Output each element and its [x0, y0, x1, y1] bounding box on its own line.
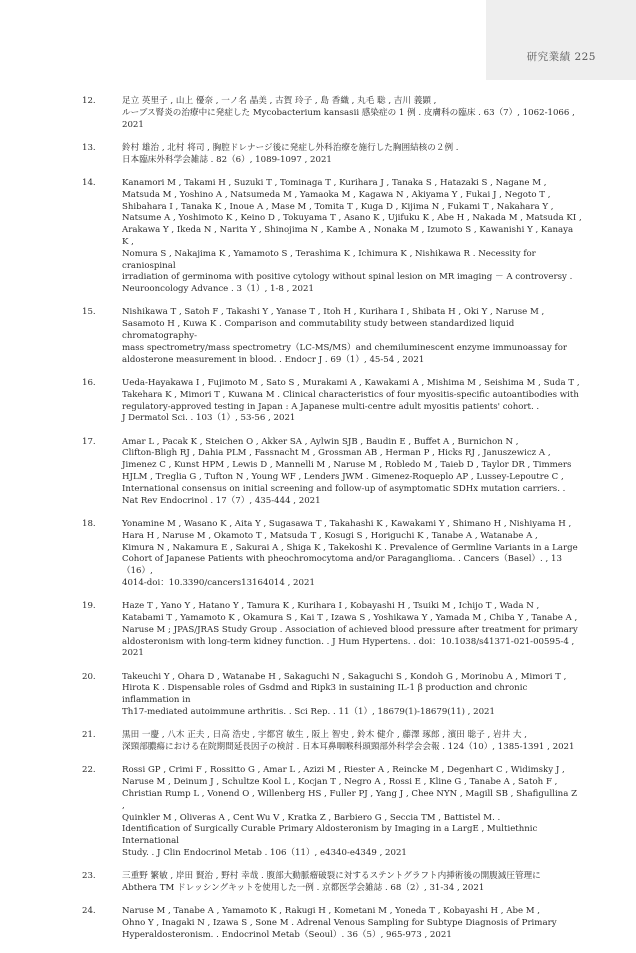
reference-number: 24.: [82, 906, 96, 917]
reference-number: 14.: [82, 177, 96, 188]
reference-number: 13.: [82, 142, 96, 153]
reference-item: [82, 765, 582, 859]
reference-item: [82, 519, 582, 590]
reference-item: [82, 143, 582, 167]
reference-text: Kanamori M , Takami H , Suzuki T , Tominaga T , Kurihara J , Tanaka S , Hatazaki S , Nagane M , Matsuda M , Yoshino A , Natsumeda M , Yamaoka M , Kagawa N , Akiyama Y , Fukai J , Negoto T , Shibahara I , Tanaka K , Inoue A , Mase M , Tomita T , Kuga D , Kijima N , Fukami T , Nakahara Y , Natsume A , Yoshimoto K , Keino D , Tokuyama T , Asano K , Ujifuku K , Abe H , Nakada M , Matsuda KI , Arakawa Y , Ikeda N , Narita Y , Shinojima N , Kambe A , Nonaka M , Izumoto S , Kawanishi Y , Kanaya K , Nomura S , Nakajima K , Yamamoto S , Terashima K , Ichimura K , Nishikawa R . Necessity for craniospinal irradiation of germinoma with positive cytology without spinal lesion on MR imaging － A controversy . Neurooncology Advance . 3（1）, 1-8 , 2021: [122, 177, 582, 295]
reference-number: 20.: [82, 671, 96, 682]
page-header: [486, 0, 636, 80]
reference-text: Haze T , Yano Y , Hatano Y , Tamura K , Kurihara I , Kobayashi H , Tsuiki M , Ichijo T , Wada N , Katabami T , Yamamoto K , Okamura S , Kai T , Izawa S , Yoshikawa Y , Yamada M , Chiba Y , Tanabe A , Naruse M ; JPAS/JRAS Study Group . Association of achieved blood pressure after treatment for primary aldosteronism with long-term kidney function. . J Hum Hypertens. . doi：10.1038/s41371-021-00595-4 , 2021: [122, 601, 578, 659]
reference-text: 三重野 繁敏 , 岸田 賢治 , 野村 幸哉 . 腹部大動脈瘤破裂に対するステントグラフト内挿術後の開腹減圧管理に Abthera TM ドレッシングキットを使用した一例 . 京都医学会雑誌 . 68（2）, 31-34 , 2021: [122, 871, 541, 894]
reference-item: [82, 378, 582, 425]
reference-text: 足立 英里子 , 山上 優奈 , 一ノ名 晶美 , 古賀 玲子 , 島 香織 , 丸毛 聡 , 吉川 義顕 , ルーブス腎炎の治療中に発症した Mycobacterium kansasii 感染症の 1 例 . 皮膚科の臨床 . 63（7）, 1062-1066 , 2021: [122, 96, 575, 130]
reference-text: 鈴村 雄治 , 北村 将司 , 胸腔ドレナージ後に発症し外科治療を施行した胸囲結核の２例 . 日本臨床外科学会雑誌 . 82（6）, 1089-1097 , 2021: [122, 142, 459, 165]
reference-number: 19.: [82, 601, 96, 612]
reference-text: Yonamine M , Wasano K , Aita Y , Sugasawa T , Takahashi K , Kawakami Y , Shimano H , Nishiyama H , Hara H , Naruse M , Okamoto T , Matsuda T , Kosugi S , Horiguchi K , Tanabe A , Watanabe A , Kimura N , Nakamura E , Sakurai A , Shiga K , Takekoshi K . Prevalence of Germline Variants in a Large Cohort of Japanese Patients with pheochromocytoma and/or Paraganglioma. . Cancers（Basel）. , 13（16）, 4014-doi：10.3390/cancers13164014 , 2021: [122, 518, 578, 588]
reference-text: Amar L , Pacak K , Steichen O , Akker SA , Aylwin SJB , Baudin E , Buffet A , Burnichon N , Clifton-Bligh RJ , Dahia PLM , Fassnacht M , Grossman AB , Herman P , Hicks RJ , Januszewicz A , Jimenez C , Kunst HPM , Lewis D , Mannelli M , Naruse M , Robledo M , Taieb D , Taylor DR , Timmers HJLM , Treglia G , Tufton N , Young WF , Lenders JWM . Gimenez-Roqueplo AP , Lussey-Lepoutre C , International consensus on initial screening and follow-up of asymptomatic SDHx mutation carriers. . Nat Rev Endocrinol . 17（7）, 435-444 , 2021: [122, 436, 572, 506]
reference-text: Naruse M , Tanabe A , Yamamoto K , Rakugi H , Kometani M , Yoneda T , Kobayashi H , Abe M , Ohno Y , Inagaki N , Izawa S , Sone M . Adrenal Venous Sampling for Subtype Diagnosis of Primary Hyperaldosteronism. . Endocrinol Metab（Seoul）. 36（5）, 965-973 , 2021: [122, 906, 557, 941]
reference-list: [82, 96, 582, 953]
reference-text: Takeuchi Y , Ohara D , Watanabe H , Sakaguchi N , Sakaguchi S , Kondoh G , Morinobu A , Mimori T , Hirota K . Dispensable roles of Gsdmd and Ripk3 in sustaining IL-1 β production and chronic inflammation in Th17-mediated autoimmune arthritis. . Sci Rep. . 11（1）, 18679(1)-18679(11) , 2021: [122, 671, 567, 718]
reference-item: [82, 96, 582, 131]
reference-number: 16.: [82, 377, 96, 388]
reference-number: 23.: [82, 871, 96, 882]
reference-item: [82, 307, 582, 366]
reference-item: [82, 871, 582, 895]
reference-text: Ueda-Hayakawa I , Fujimoto M , Sato S , Murakami A , Kawakami A , Mishima M , Seishima M , Suda T , Takehara K , Mimori T , Kuwana M . Clinical characteristics of four myositis-specific autoantibodies with regulatory-approved testing in Japan : A Japanese multi-centre adult myositis patients' cohort. . J Dermatol Sci. . 103（1）, 53-56 , 2021: [122, 377, 580, 424]
reference-number: 15.: [82, 307, 96, 318]
reference-item: [82, 601, 582, 660]
running-header-text: 研究業績 225: [526, 51, 596, 63]
reference-number: 21.: [82, 730, 96, 741]
reference-text: Rossi GP , Crimi F , Rossitto G , Amar L , Azizi M , Riester A , Reincke M , Degenhart C , Widimsky J , Naruse M , Deinum J , Schultze Kool L , Kocjan T , Negro A , Rossi E , Kline G , Tanabe A , Satoh F , Christian Rump L , Vonend O , Willenberg HS , Fuller PJ , Yang J , Chee NYN , Magill SB , Shafigullina Z , Quinkler M , Oliveras A , Cent Wu V , Kratka Z , Barbiero G , Seccia TM , Battistel M. . Identification of Surgically Curable Primary Aldosteronism by Imaging in a LargE , Multiethnic International Study. . J Clin Endocrinol Metab . 106（11）, e4340-e4349 , 2021: [122, 765, 578, 859]
reference-item: [82, 178, 582, 296]
reference-number: 12.: [82, 96, 96, 106]
reference-item: [82, 906, 582, 941]
reference-item: [82, 672, 582, 719]
reference-item: [82, 730, 582, 754]
reference-item: [82, 437, 582, 508]
reference-text: Nishikawa T , Satoh F , Takashi Y , Yanase T , Itoh H , Kurihara I , Shibata H , Oki Y , Naruse M , Sasamoto H , Kuwa K . Comparison and commutability study between standardized liquid chromatography- mass spectrometry/mass spectrometry（LC-MS/MS）and chemiluminescent enzyme immunoassay for aldosterone measurement in blood. . Endocr J . 69（1）, 45-54 , 2021: [122, 307, 568, 365]
reference-number: 17.: [82, 436, 96, 447]
reference-text: 黒田 一慶 , 八木 正夫 , 日高 浩史 , 宇都宮 敏生 , 阪上 智史 , 鈴木 健介 , 藤澤 琢郎 , 濱田 聡子 , 岩井 大 , 深頸部膿瘍における在院期間延長因子の検討 . 日本耳鼻咽喉科頭頸部外科学会会報 . 124（10）, 1385-1391 , 2021: [122, 730, 575, 753]
reference-number: 22.: [82, 765, 96, 776]
reference-number: 18.: [82, 518, 96, 529]
